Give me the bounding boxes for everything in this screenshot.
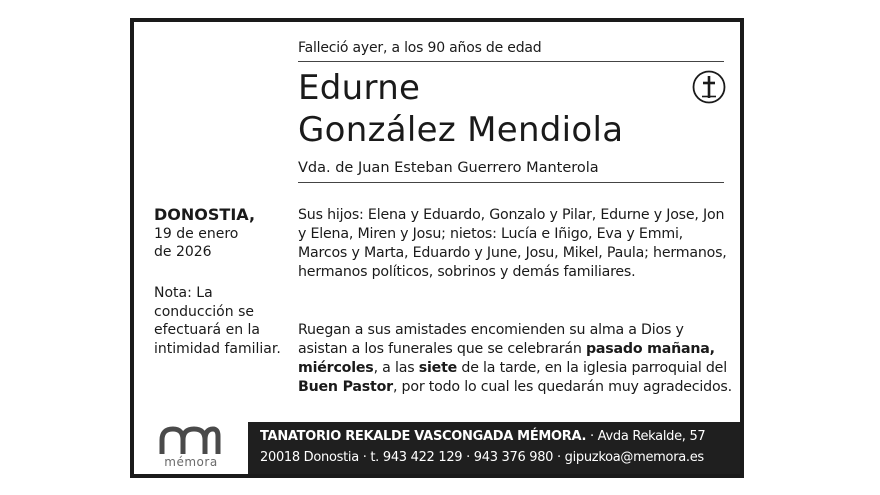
date-line-2: de 2026 bbox=[154, 244, 212, 260]
city: DONOSTIA, bbox=[154, 205, 256, 224]
funeral-text-3: de la tarde, en la iglesia parroquial del bbox=[457, 360, 727, 376]
note: Nota: La conducción se efectuará en la intimidad familiar. bbox=[154, 285, 281, 357]
funeral-text-4: , por todo lo cual les quedarán muy agradecidos. bbox=[392, 379, 732, 395]
deceased-surnames: González Mendiola bbox=[298, 110, 624, 150]
memora-logo-icon bbox=[159, 426, 221, 456]
date-line-1: 19 de enero bbox=[154, 226, 239, 242]
funeral-text-1: Ruegan a sus amistades encomienden su alma a Dios y asistan a los funerales que se celebrarán bbox=[298, 322, 684, 357]
funeral-text-2: , a las bbox=[373, 360, 419, 376]
memora-logo bbox=[134, 422, 248, 474]
funeral-hour: siete bbox=[418, 360, 458, 376]
widow-of: Vda. de Juan Esteban Guerrero Manterola bbox=[298, 160, 599, 176]
divider-top bbox=[298, 61, 724, 62]
memora-logo-text: mémora bbox=[164, 455, 218, 469]
funeral-home-address: · Avda Rekalde, 57 bbox=[586, 429, 706, 444]
obituary-card bbox=[130, 18, 744, 478]
place-and-date bbox=[154, 205, 286, 261]
deceased-first-name: Edurne bbox=[298, 68, 421, 108]
age-subtitle: Falleció ayer, a los 90 años de edad bbox=[298, 40, 542, 56]
divider-middle bbox=[298, 182, 724, 183]
funeral-day: pasado mañana, miércoles bbox=[298, 341, 715, 376]
family-paragraph: Sus hijos: Elena y Eduardo, Gonzalo y Pilar, Edurne y Jose, Jon y Elena, Miren y Josu; nietos: Lucía e Iñigo, Eva y Emmi, Marcos y Marta, Eduardo y June, Josu, Mikel, Paula; hermanos, hermanos políticos, sobrinos y demás familiares. bbox=[298, 207, 727, 280]
parish-name: Buen Pastor bbox=[298, 379, 393, 395]
footer-contact: 20018 Donostia · t. 943 422 129 · 943 376 980 · gipuzkoa@memora.es bbox=[260, 450, 704, 465]
funeral-home-footer bbox=[134, 422, 740, 474]
cross-icon bbox=[692, 70, 726, 104]
funeral-paragraph bbox=[298, 321, 734, 397]
footer-line-1 bbox=[260, 429, 705, 444]
funeral-home-name: TANATORIO REKALDE VASCONGADA MÉMORA. bbox=[260, 429, 587, 444]
